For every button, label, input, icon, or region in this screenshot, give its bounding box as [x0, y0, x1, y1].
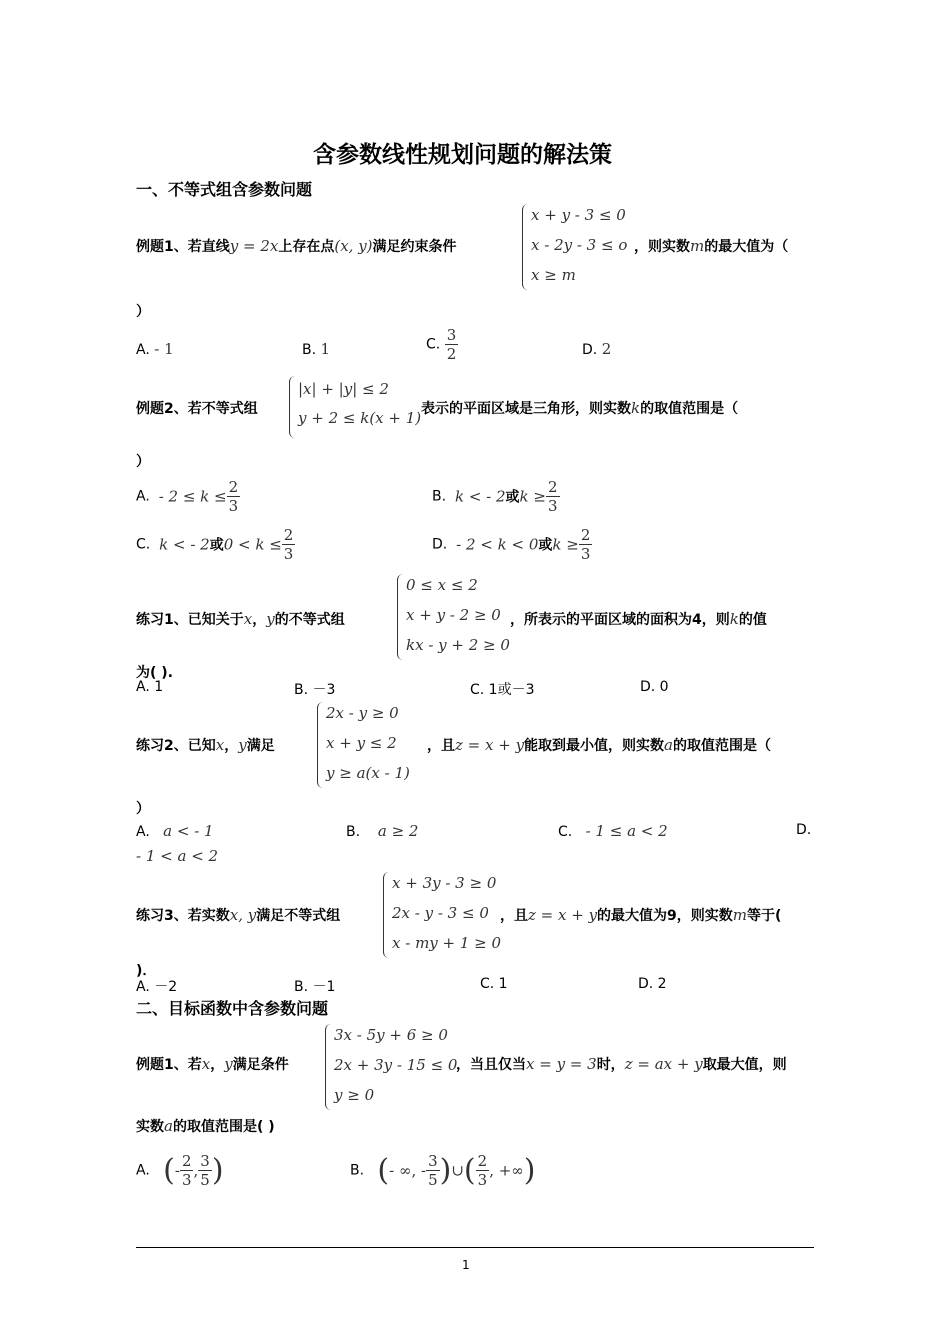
example-1-close: ） — [136, 304, 150, 320]
practice-2-option-b: B. a ≥ 2 — [346, 822, 419, 840]
practice-2-option-d-label: D. — [796, 822, 812, 838]
example-2-option-d: D. - 2 < k < 0或k ≥ $\frac{2}{3}$ — [432, 526, 591, 563]
practice-2-text-end: ，且z = x + y能取到最小值，则实数a的取值范围是（ — [427, 736, 771, 754]
example-1-text: 例题1、若直线y = 2x上存在点(x, y)满足约束条件 — [136, 237, 457, 255]
practice-1-system: 0 ≤ x ≤ 2 x + y - 2 ≥ 0 kx - y + 2 ≥ 0 — [397, 574, 510, 660]
practice-2-option-d-value: - 1 < a < 2 — [136, 847, 219, 865]
section-heading-2: 二、目标函数中含参数问题 — [136, 999, 329, 1018]
practice-1-text: 练习1、已知关于x，y的不等式组 — [136, 610, 345, 628]
practice-2-close: ） — [136, 801, 150, 817]
example-1-option-b: B. 1 — [302, 340, 331, 358]
example-2-option-b: B. k < - 2或k ≥ $\frac{2}{3}$ — [432, 478, 558, 515]
practice-3-option-b: B. －1 — [294, 979, 336, 995]
practice-2-option-c: C. - 1 ≤ a < 2 — [558, 822, 668, 840]
section-2-example-1-text-end: ，当且仅当x = y = 3时，z = ax + y取最大值，则 — [456, 1055, 787, 1073]
practice-2-system: 2x - y ≥ 0 x + y ≤ 2 y ≥ a(x - 1) — [317, 702, 422, 788]
page-title: 含参数线性规划问题的解法策 — [313, 142, 612, 168]
example-2-system: |x| + |y| ≤ 2 y + 2 ≤ k(x + 1) — [289, 376, 420, 438]
practice-3-option-d: D. 2 — [638, 976, 667, 992]
example-1-text-end: ，则实数m的最大值为（ — [634, 237, 789, 255]
practice-3-text-end: ，且z = x + y的最大值为9，则实数m等于( — [500, 906, 782, 924]
practice-3-system: x + 3y - 3 ≥ 0 2x - y - 3 ≤ 0 x - my + 1 ≥ 0 — [383, 872, 500, 958]
section-heading-1: 一、不等式组含参数问题 — [136, 180, 313, 199]
practice-1-option-a: A. 1 — [136, 679, 164, 695]
example-2-option-c: C. k < - 2或0 < k ≤ $\frac{2}{3}$ — [136, 526, 294, 563]
practice-1-option-b: B. －3 — [294, 682, 336, 698]
example-1-option-c: C. $\frac{3}{2}$ — [426, 326, 457, 363]
footer-divider — [136, 1247, 814, 1248]
practice-1-option-c: C. 1或－3 — [470, 682, 535, 698]
practice-3-close: )． — [136, 963, 157, 979]
section-2-example-1-line2: 实数a的取值范围是( ) — [136, 1117, 275, 1135]
example-2-text-end: 表示的平面区域是三角形，则实数k的取值范围是（ — [421, 399, 739, 417]
practice-1-text-end: ，所表示的平面区域的面积为4，则k的值 — [510, 610, 767, 628]
practice-2-text: 练习2、已知x，y满足 — [136, 736, 275, 754]
section-2-example-1-text: 例题1、若x，y满足条件 — [136, 1055, 289, 1073]
page-number: 1 — [462, 1258, 470, 1272]
example-2-text: 例题2、若不等式组 — [136, 401, 258, 417]
example-1-system: x + y - 3 ≤ 0 x - 2y - 3 ≤ o x ≥ m — [522, 204, 633, 290]
practice-3-option-a: A. －2 — [136, 979, 178, 995]
example-2-option-a: A. - 2 ≤ k ≤ $\frac{2}{3}$ — [136, 478, 239, 515]
example-1-option-d: D. 2 — [582, 340, 612, 358]
section-2-example-1-option-b: B. (- ∞, - $\frac{3}{5}$ )∪( $\frac{2}{3}$ , +∞) — [350, 1152, 536, 1189]
practice-2-option-a: A. a < - 1 — [136, 822, 214, 840]
practice-1-option-d: D. 0 — [640, 679, 669, 695]
practice-3-option-c: C. 1 — [480, 976, 508, 992]
example-2-close: ） — [136, 454, 150, 470]
section-2-example-1-option-a: A. (- $\frac{2}{3}$ , $\frac{3}{5}$ ) — [136, 1152, 224, 1189]
practice-3-text: 练习3、若实数x, y满足不等式组 — [136, 906, 341, 924]
example-1-option-a: A. - 1 — [136, 340, 174, 358]
section-2-example-1-system: 3x - 5y + 6 ≥ 0 2x + 3y - 15 ≤ 0 y ≥ 0 — [325, 1024, 454, 1110]
practice-1-line2: 为( ). — [136, 665, 173, 681]
